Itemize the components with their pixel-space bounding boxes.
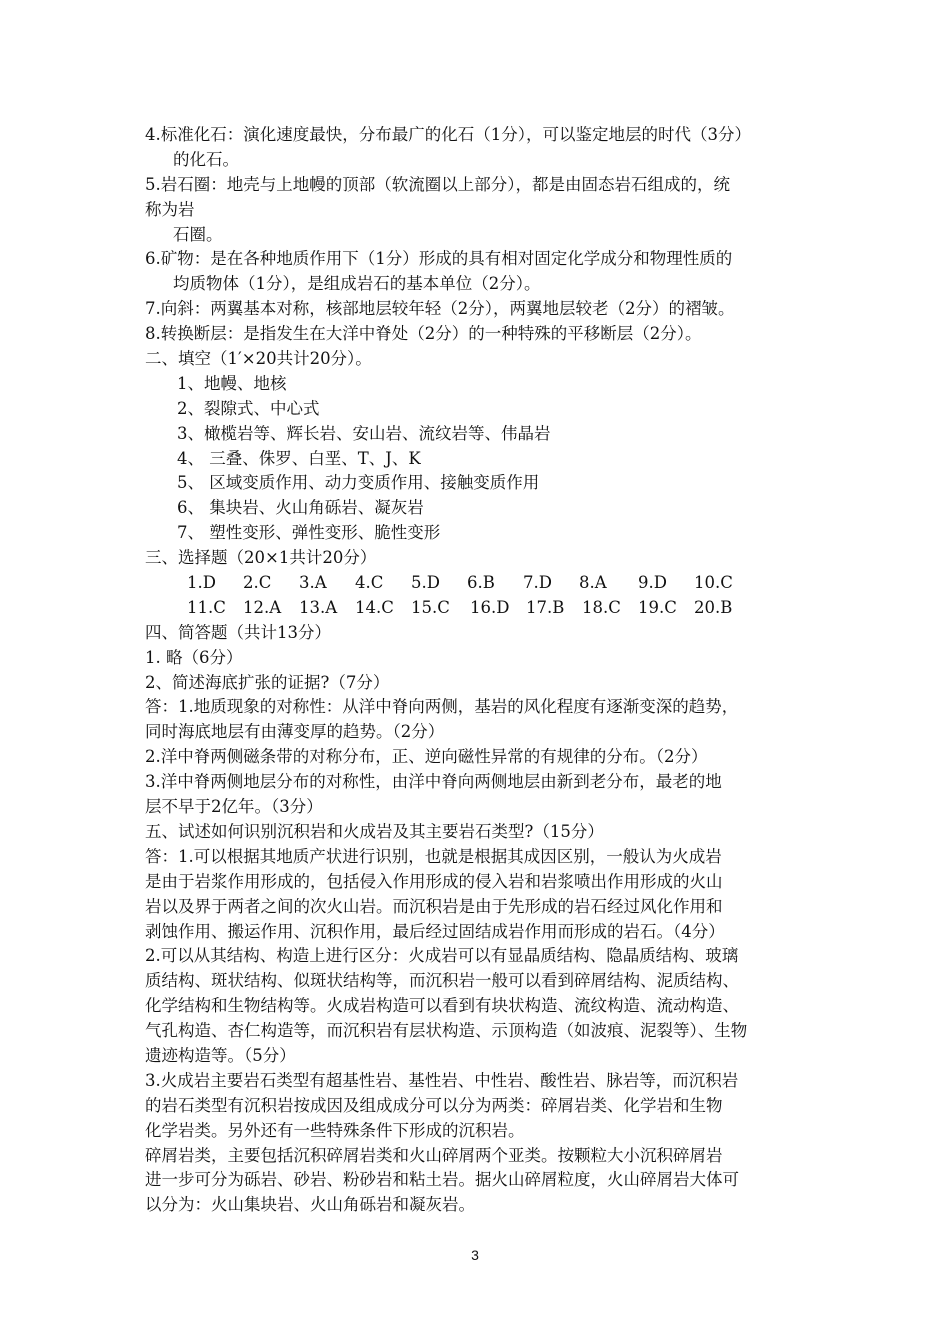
fill-answer-2: 2、裂隙式、中心式 — [177, 398, 320, 418]
choice-answer: 1.D — [187, 573, 216, 593]
choice-answer: 8.A — [579, 573, 607, 593]
short-answer-1: 1. 略（6分） — [145, 647, 243, 667]
short-answer-2-line-5: 层不早于2亿年。（3分） — [145, 797, 323, 817]
choice-answer: 11.C — [187, 597, 226, 617]
essay-line-15: 以分为：火山集块岩、火山角砾岩和凝灰岩。 — [145, 1195, 475, 1215]
definition-4-line-1: 4.标准化石：演化速度最快，分布最广的化石（1分），可以鉴定地层的时代（3分） — [145, 125, 751, 144]
essay-line-13: 碎屑岩类，主要包括沉积碎屑岩类和火山碎屑两个亚类。按颗粒大小沉积碎屑岩 — [145, 1145, 723, 1165]
document-page — [145, 123, 810, 1218]
essay-line-7: 化学结构和生物结构等。火成岩构造可以看到有块状构造、流纹构造、流动构造、 — [145, 996, 739, 1016]
essay-line-14: 进一步可分为砾岩、砂岩、粉砂岩和粘土岩。据火山碎屑粒度，火山碎屑岩大体可 — [145, 1170, 739, 1190]
essay-line-6: 质结构、斑状结构、似斑状结构等，而沉积岩一般可以看到碎屑结构、泥质结构、 — [145, 971, 739, 991]
choice-answer: 17.B — [526, 597, 565, 617]
section-2-heading: 二、填空（1′×20共计20分）。 — [145, 349, 372, 369]
definition-5-line-1: 5.岩石圈：地壳与上地幔的顶部（软流圈以上部分），都是由固态岩石组成的，统 — [145, 174, 730, 194]
short-answer-2-line-2: 同时海底地层有由薄变厚的趋势。（2分） — [145, 722, 445, 742]
page-number: 3 — [471, 1247, 479, 1263]
definition-7: 7.向斜：两翼基本对称，核部地层较年轻（2分），两翼地层较老（2分）的褶皱。 — [145, 299, 735, 319]
definition-5-line-2: 称为岩 — [145, 199, 195, 219]
short-answer-2-line-3: 2.洋中脊两侧磁条带的对称分布，正、逆向磁性异常的有规律的分布。（2分） — [145, 747, 708, 767]
essay-line-8: 气孔构造、杏仁构造等，而沉积岩有层状构造、示顶构造（如波痕、泥裂等）、生物 — [145, 1021, 748, 1041]
section-4-heading: 四、简答题（共计13分） — [145, 622, 331, 642]
fill-answer-5: 5、 区域变质作用、动力变质作用、接触变质作用 — [177, 473, 540, 493]
essay-line-1: 答：1.可以根据其地质产状进行识别，也就是根据其成因区别，一般认为火成岩 — [145, 846, 722, 866]
short-answer-2-line-4: 3.洋中脊两侧地层分布的对称性，由洋中脊向两侧地层由新到老分布，最老的地 — [145, 772, 722, 792]
essay-line-2: 是由于岩浆作用形成的，包括侵入作用形成的侵入岩和岩浆喷出作用形成的火山 — [145, 871, 723, 891]
essay-line-5: 2.可以从其结构、构造上进行区分：火成岩可以有显晶质结构、隐晶质结构、玻璃 — [145, 946, 739, 966]
choice-answer: 15.C — [411, 597, 450, 617]
choice-answer: 5.D — [411, 573, 440, 593]
section-3-heading: 三、选择题（20×1共计20分） — [145, 548, 377, 568]
choice-answer: 6.B — [467, 573, 495, 593]
short-answer-2-question: 2、简述海底扩张的证据?（7分） — [145, 672, 390, 692]
choice-answer: 16.D — [470, 597, 510, 617]
choice-answer: 7.D — [523, 573, 552, 593]
short-answer-2-line-1: 答：1.地质现象的对称性：从洋中脊向两侧，基岩的风化程度有逐渐变深的趋势， — [145, 697, 739, 717]
fill-answer-7: 7、 塑性变形、弹性变形、脆性变形 — [177, 523, 441, 543]
choice-answer: 19.C — [638, 597, 677, 617]
essay-line-9: 遗迹构造等。（5分） — [145, 1045, 296, 1065]
choice-answer: 4.C — [355, 573, 384, 593]
choice-answer: 20.B — [694, 597, 733, 617]
choice-answer: 10.C — [694, 573, 733, 593]
essay-line-12: 化学岩类。另外还有一些特殊条件下形成的沉积岩。 — [145, 1120, 525, 1140]
choice-answer: 12.A — [243, 597, 282, 617]
choice-answer: 9.D — [638, 573, 667, 593]
definition-6-line-2: 均质物体（1分），是组成岩石的基本单位（2分）。 — [173, 274, 541, 294]
definition-5-line-3: 石圈。 — [173, 224, 223, 244]
choice-answer: 2.C — [243, 573, 272, 593]
choice-answer: 14.C — [355, 597, 394, 617]
choice-answers-row-2 — [145, 596, 810, 621]
definition-4-line-2: 的化石。 — [173, 149, 239, 169]
choice-answer: 3.A — [299, 573, 327, 593]
fill-answer-1: 1、地幔、地核 — [177, 373, 287, 393]
essay-line-4: 剥蚀作用、搬运作用、沉积作用，最后经过固结成岩作用而形成的岩石。（4分） — [145, 921, 725, 941]
choice-answers-row-1 — [145, 571, 810, 596]
essay-line-11: 的岩石类型有沉积岩按成因及组成成分可以分为两类：碎屑岩类、化学岩和生物 — [145, 1095, 723, 1115]
choice-answer: 13.A — [299, 597, 338, 617]
fill-answer-6: 6、 集块岩、火山角砾岩、凝灰岩 — [177, 498, 424, 518]
essay-line-10: 3.火成岩主要岩石类型有超基性岩、基性岩、中性岩、酸性岩、脉岩等，而沉积岩 — [145, 1070, 739, 1090]
fill-answer-4: 4、 三叠、侏罗、白垩、T、J、K — [177, 448, 421, 468]
section-5-heading: 五、试述如何识别沉积岩和火成岩及其主要岩石类型?（15分） — [145, 821, 604, 841]
essay-line-3: 岩以及界于两者之间的次火山岩。而沉积岩是由于先形成的岩石经过风化作用和 — [145, 896, 723, 916]
definition-6-line-1: 6.矿物：是在各种地质作用下（1分）形成的具有相对固定化学成分和物理性质的 — [145, 249, 733, 269]
definition-8: 8.转换断层：是指发生在大洋中脊处（2分）的一种特殊的平移断层（2分）。 — [145, 324, 702, 344]
fill-answer-3: 3、橄榄岩等、辉长岩、安山岩、流纹岩等、伟晶岩 — [177, 423, 551, 443]
choice-answer: 18.C — [582, 597, 621, 617]
